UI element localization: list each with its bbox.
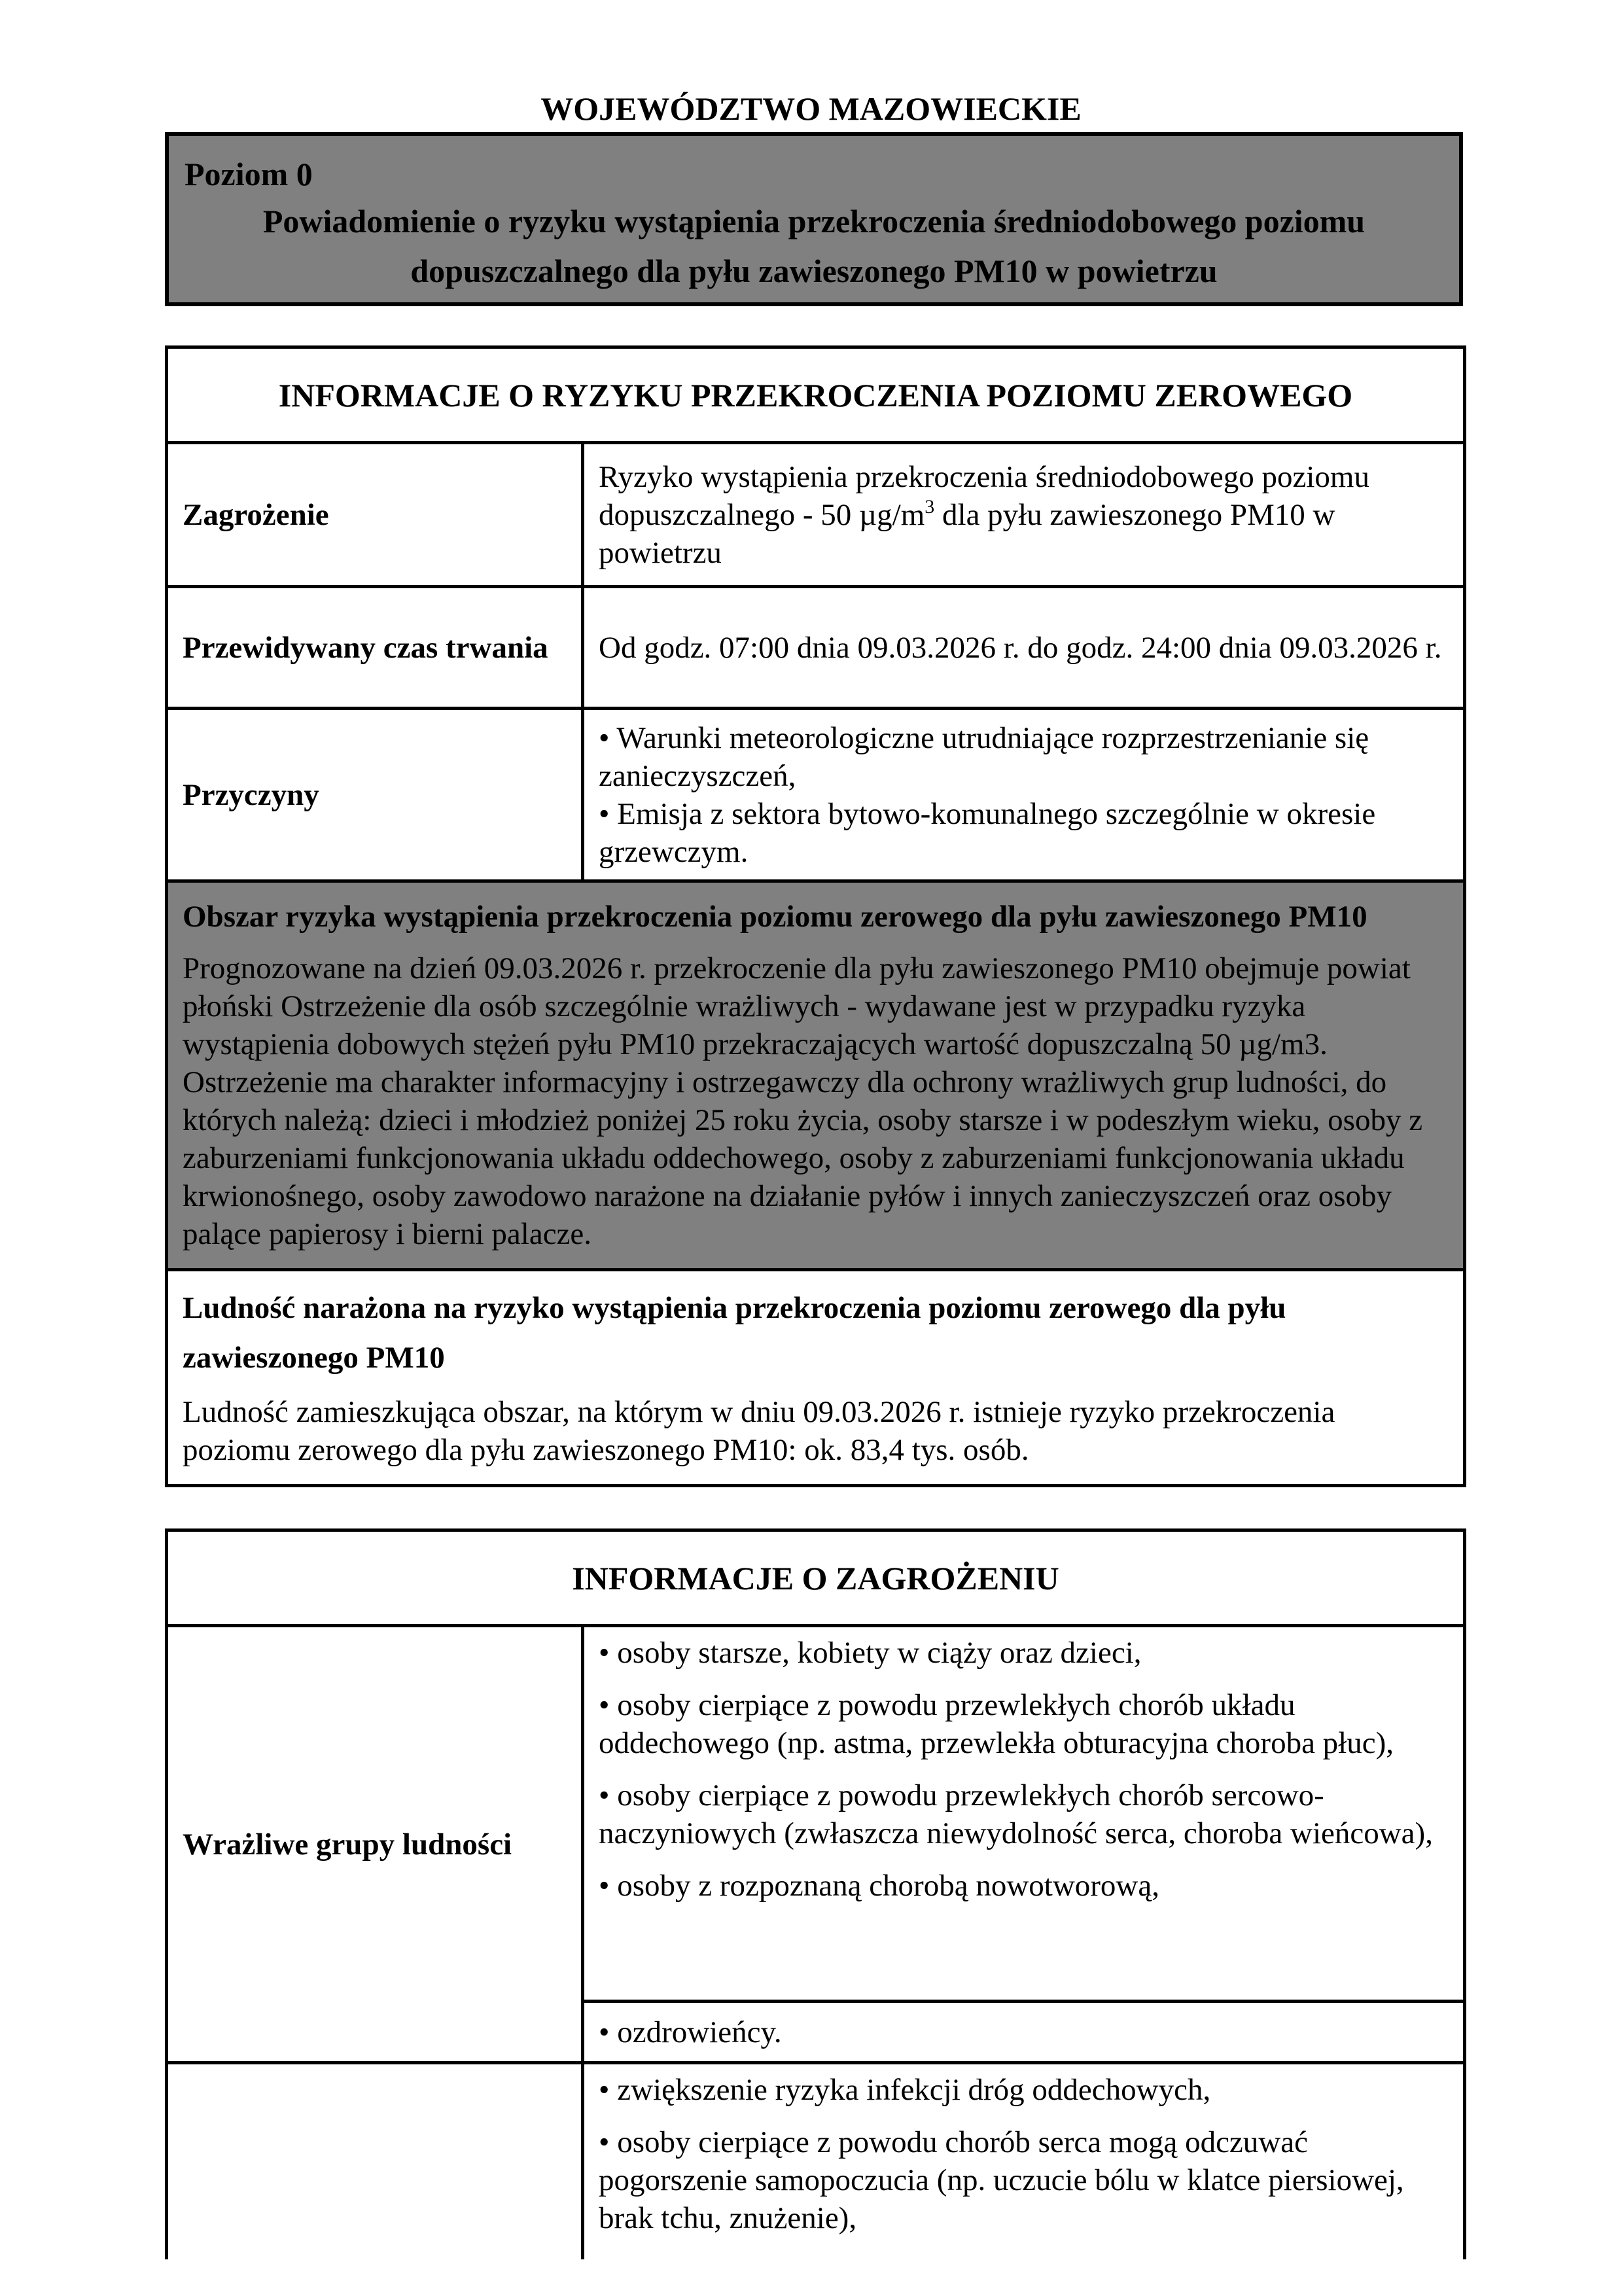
- risk-area-cell: [167, 881, 1465, 1270]
- causes-label: Przyczyny: [167, 709, 583, 881]
- risk-area-title: Obszar ryzyka wystąpienia przekroczenia poziomu zerowego dla pyłu zawieszonego PM10: [183, 900, 1367, 934]
- level-heading: Powiadomienie o ryzyku wystąpienia przekroczenia średniodobowego poziomu dopuszczalnego dla pyłu zawieszonego PM10 w powietrzu: [262, 203, 1366, 289]
- hazard-info-table: [165, 1528, 1466, 2259]
- population-cell: [167, 1270, 1465, 1486]
- level-label: Poziom 0: [185, 156, 313, 192]
- population-title: Ludność narażona na ryzyko wystąpienia przekroczenia poziomu zerowego dla pyłu zawieszonego PM10: [183, 1291, 1286, 1375]
- cause-item: • Emisja z sektora bytowo-komunalnego szczególnie w okresie grzewczym.: [599, 796, 1376, 869]
- region-title: WOJEWÓDZTWO MAZOWIECKIE: [540, 90, 1082, 127]
- cause-item: • Warunki meteorologiczne utrudniające rozprzestrzenianie się zanieczyszczeń,: [599, 720, 1369, 793]
- population-text: Ludność zamieszkująca obszar, na którym w dniu 09.03.2026 r. istnieje ryzyko przekroczenia poziomu zerowego dla pyłu zawieszonego PM10: ok. 83,4 tys. osób.: [183, 1395, 1335, 1467]
- health-effect-item: • osoby cierpiące z powodu chorób serca mogą odczuwać pogorszenie samopoczucia (np. uczucie bólu w klatce piersiowej, brak tchu, znużenie),: [599, 2125, 1404, 2235]
- risk-info-table: [165, 345, 1466, 1487]
- sensitive-group-item: • osoby cierpiące z powodu przewlekłych chorób układu oddechowego (np. astma, przewlekła obturacyjna choroba płuc),: [599, 1688, 1394, 1760]
- risk-table-title: INFORMACJE O RYZYKU PRZEKROCZENIA POZIOMU ZEROWEGO: [167, 347, 1465, 443]
- sensitive-group-item: • osoby z rozpoznaną chorobą nowotworową,: [599, 1869, 1159, 1903]
- threat-value-tail: dla pyłu zawieszonego PM10 w powietrzu: [599, 497, 1335, 570]
- sensitive-groups-list: [583, 1626, 1465, 2002]
- threat-value: [583, 443, 1465, 587]
- sensitive-group-item: • osoby starsze, kobiety w ciąży oraz dzieci,: [599, 1636, 1142, 1670]
- hazard-table-title: INFORMACJE O ZAGROŻENIU: [167, 1530, 1465, 1626]
- duration-label: Przewidywany czas trwania: [167, 587, 583, 709]
- health-effect-item: • zwiększenie ryzyka infekcji dróg oddechowych,: [599, 2073, 1211, 2107]
- effects-label: [167, 2063, 583, 2259]
- risk-area-text: Prognozowane na dzień 09.03.2026 r. przekroczenie dla pyłu zawieszonego PM10 obejmuje powiat płoński Ostrzeżenie dla osób szczególnie wrażliwych - wydawane jest w przypadku ryzyka wystąpienia dobowych stężeń pyłu PM10 przekraczających wartość dopuszczalną 50 µg/m3. Ostrzeżenie ma charakter informacyjny i ostrzegawczy dla ochrony wrażliwych grup ludności, do których należą: dzieci i młodzież poniżej 25 roku życia, osoby starsze i w podeszłym wieku, osoby z zaburzeniami funkcjonowania układu oddechowego, osoby z zaburzeniami funkcjonowania układu krwionośnego, osoby zawodowo narażone na działanie pyłów i innych zanieczyszczeń oraz osoby palące papierosy i bierni palacze.: [183, 951, 1423, 1251]
- threat-label: Zagrożenie: [167, 443, 583, 587]
- sensitive-group-item: • osoby cierpiące z powodu przewlekłych chorób sercowo-naczyniowych (zwłaszcza niewydolność serca, choroba wieńcowa),: [599, 1778, 1433, 1850]
- health-effects-list: [583, 2063, 1465, 2259]
- sensitive-groups-label: Wrażliwe grupy ludności: [167, 1626, 583, 2063]
- sensitive-group-last: • ozdrowieńcy.: [583, 2002, 1465, 2063]
- threat-unit-exponent: 3: [925, 495, 935, 518]
- causes-list: [583, 709, 1465, 881]
- duration-value: Od godz. 07:00 dnia 09.03.2026 r. do godz. 24:00 dnia 09.03.2026 r.: [583, 587, 1465, 709]
- level-box: [165, 132, 1463, 306]
- threat-value-text: Ryzyko wystąpienia przekroczenia średniodobowego poziomu dopuszczalnego - 50 µg/m: [599, 459, 1369, 532]
